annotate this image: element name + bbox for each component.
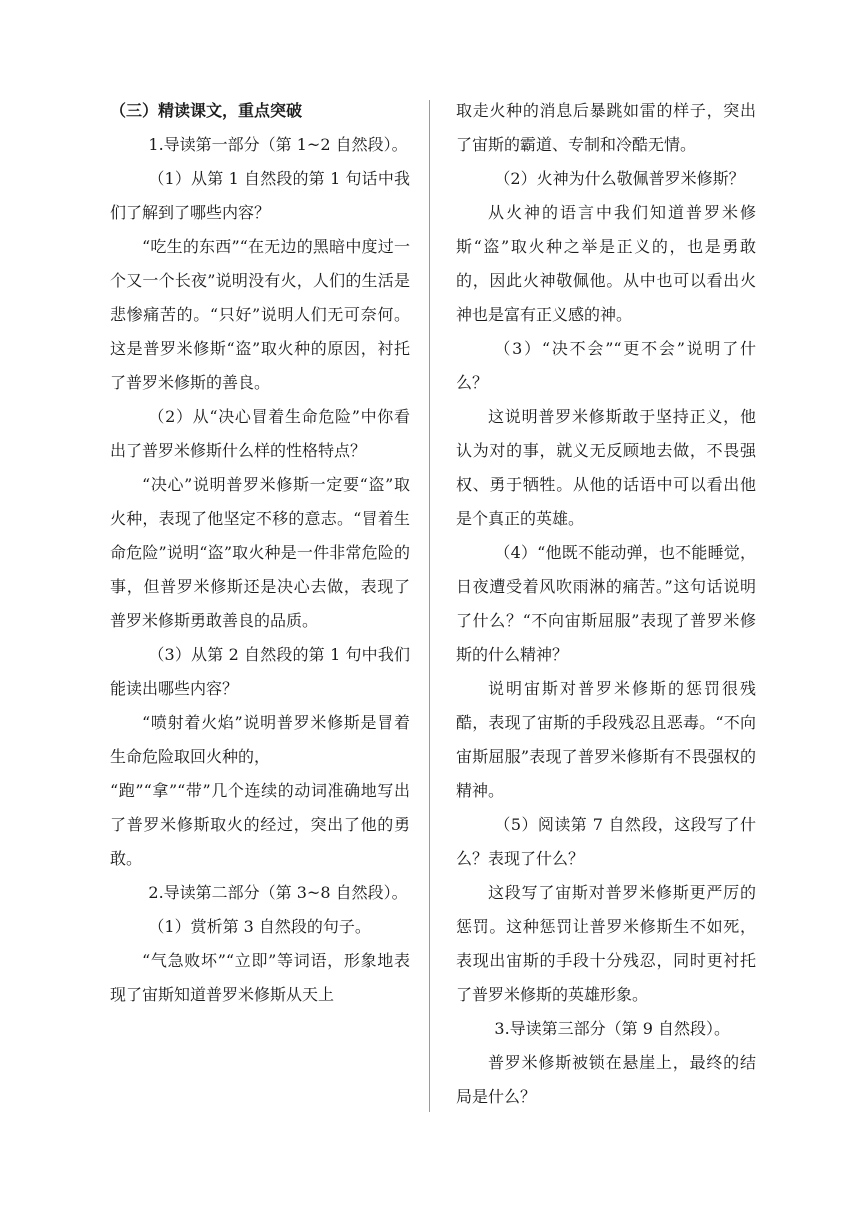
left-column (110, 94, 410, 1012)
paragraph: （1）从第 1 自然段的第 1 句话中我们了解到了哪些内容？ (110, 169, 410, 222)
paragraph: （4）“他既不能动弹，也不能睡觉，日夜遭受着风吹雨淋的痛苦。”这句话说明了什么？“不向宙斯屈服”表现了普罗米修斯的什么精神？ (456, 543, 756, 664)
paragraph: （3）从第 2 自然段的第 1 句中我们能读出哪些内容？ (110, 645, 410, 698)
paragraph: （2）从“决心冒着生命危险”中你看出了普罗米修斯什么样的性格特点？ (110, 407, 410, 460)
section-heading: （三）精读课文，重点突破 (110, 101, 303, 120)
paragraph: “决心”说明普罗米修斯一定要“盗”取火种，表现了他坚定不移的意志。“冒着生命危险”说明“盗”取火种是一件非常危险的事，但普罗米修斯还是决心去做，表现了普罗米修斯勇敢善良的品质。 (110, 475, 410, 630)
paragraph: 这说明普罗米修斯敢于坚持正义，他认为对的事，就义无反顾地去做，不畏强权、勇于牺牲。从他的话语中可以看出他是个真正的英雄。 (456, 407, 756, 528)
paragraph: “气急败坏”“立即”等词语，形象地表现了宙斯知道普罗米修斯从天上 (110, 951, 410, 1004)
paragraph: 取走火种的消息后暴跳如雷的样子，突出了宙斯的霸道、专制和冷酷无情。 (456, 101, 756, 154)
paragraph: 1.导读第一部分（第 1~2 自然段）。 (148, 135, 408, 154)
paragraph: 这段写了宙斯对普罗米修斯更严厉的惩罚。这种惩罚让普罗米修斯生不如死，表现出宙斯的手段十分残忍，同时更衬托了普罗米修斯的英雄形象。 (456, 883, 756, 1004)
paragraph: （1）赏析第 3 自然段的句子。 (148, 917, 371, 936)
right-column (456, 94, 756, 1114)
column-divider (429, 100, 430, 1112)
paragraph: （3）“决不会”“更不会”说明了什么？ (456, 339, 756, 392)
paragraph: （5）阅读第 7 自然段，这段写了什么？表现了什么？ (456, 815, 756, 868)
paragraph: 普罗米修斯被锁在悬崖上，最终的结局是什么？ (456, 1053, 756, 1106)
paragraph: 3.导读第三部分（第 9 自然段）。 (494, 1019, 731, 1038)
paragraph: “喷射着火焰”说明普罗米修斯是冒着生命危险取回火种的， (110, 713, 410, 766)
paragraph: 从火神的语言中我们知道普罗米修斯“盗”取火种之举是正义的，也是勇敢的，因此火神敬佩他。从中也可以看出火神也是富有正义感的神。 (456, 203, 756, 324)
paragraph: “跑”“拿”“带”几个连续的动词准确地写出了普罗米修斯取火的经过，突出了他的勇敢。 (110, 781, 410, 868)
paragraph: （2）火神为什么敬佩普罗米修斯？ (494, 169, 745, 188)
paragraph: “吃生的东西”“在无边的黑暗中度过一个又一个长夜”说明没有火，人们的生活是悲惨痛苦的。“只好”说明人们无可奈何。这是普罗米修斯“盗”取火种的原因，衬托了普罗米修斯的善良。 (110, 237, 410, 392)
paragraph: 2.导读第二部分（第 3~8 自然段）。 (148, 883, 408, 902)
paragraph: 说明宙斯对普罗米修斯的惩罚很残酷，表现了宙斯的手段残忍且恶毒。“不向宙斯屈服”表现了普罗米修斯有不畏强权的精神。 (456, 679, 756, 800)
